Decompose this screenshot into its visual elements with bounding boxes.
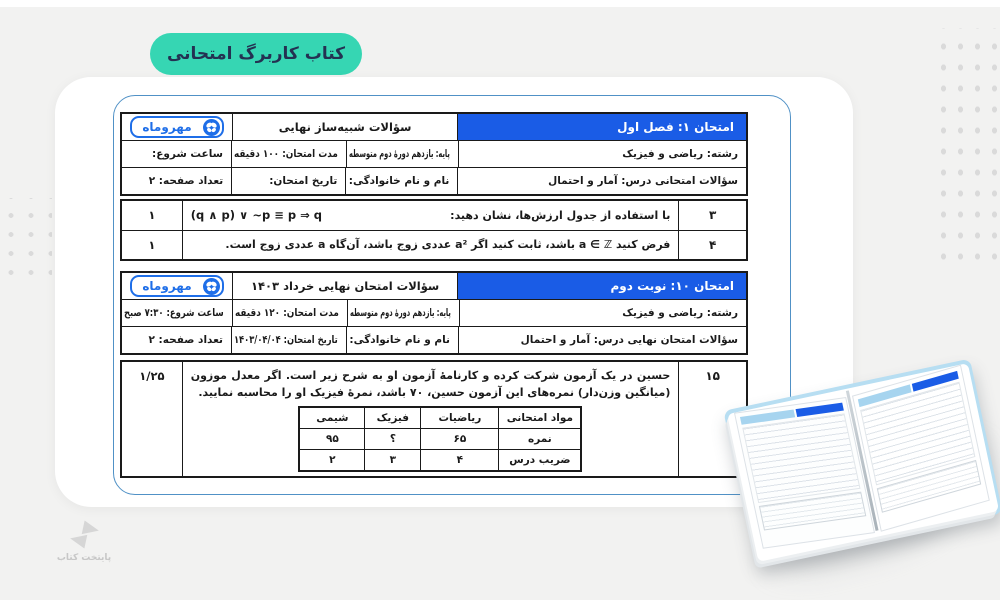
exam1-duration-cell: مدت امتحان: ۱۰۰ دقیقه xyxy=(231,141,346,167)
exam1-title-row xyxy=(122,114,746,141)
exam2-start-time-cell: ساعت شروع: ۷:۳۰ صبح xyxy=(124,307,224,319)
publisher-logo-icon xyxy=(69,522,99,548)
banner-pill xyxy=(150,33,362,75)
brand-logo-box xyxy=(130,275,224,297)
exam1-start-time-cell: ساعت شروع: xyxy=(152,148,223,160)
question-row xyxy=(122,362,746,476)
exam1-header-table xyxy=(120,112,748,196)
exam2-course-cell: سؤالات امتحان نهایی درس: آمار و احتمال xyxy=(458,327,746,353)
butterfly-icon xyxy=(203,278,220,295)
question-score: ۱ xyxy=(148,208,156,223)
scores-header-cell: فیزیک xyxy=(364,408,420,428)
brand-logo-cell xyxy=(122,114,232,140)
publisher-name: پایتخت کتاب xyxy=(56,553,112,563)
exam1-questions-table xyxy=(120,199,748,261)
exam1-grade-cell: پایه: یازدهم دورۀ دوم متوسطه xyxy=(346,141,458,167)
coef-cell: ۳ xyxy=(364,450,420,470)
question-score: ۱ xyxy=(148,237,156,252)
score-cell: ۹۵ xyxy=(325,433,339,446)
question-score: ۱/۲۵ xyxy=(139,369,165,383)
publisher-watermark xyxy=(46,522,122,563)
exam2-title-row xyxy=(122,273,746,300)
question-text xyxy=(182,362,679,476)
scores-table xyxy=(298,406,582,472)
scores-header-cell: شیمی xyxy=(316,412,349,425)
question-text: فرض کنید a ∈ ℤ باشد، ثابت کنید اگر a² عددی زوج باشد، آن‌گاه a عددی زوج است. xyxy=(182,231,679,260)
score-cell: ؟ xyxy=(364,429,420,449)
exam2-name-cell: نام و نام خانوادگی: xyxy=(346,327,458,353)
exam2-subtitle-cell: سؤالات امتحان نهایی خرداد ۱۴۰۳ xyxy=(232,273,457,299)
exam2-field-cell: رشته: ریاضی و فیزیک xyxy=(459,300,746,326)
question-number: ۴ xyxy=(678,231,746,260)
exam1-course-cell: سؤالات امتحانی درس: آمار و احتمال xyxy=(457,168,746,194)
question-text: با استفاده از جدول ارزش‌ها، نشان دهید: (q ∧ p) ∨ ∼p ≡ p ⇒ q xyxy=(182,201,679,230)
exam1-field-cell: رشته: ریاضی و فیزیک xyxy=(458,141,746,167)
coefficients-row xyxy=(300,450,580,470)
brand-name: مهروماه xyxy=(142,279,192,293)
question-formula: (q ∧ p) ∨ ∼p ≡ p ⇒ q xyxy=(190,208,322,223)
exam2-header-table xyxy=(120,271,748,355)
question-number: ۱۵ xyxy=(678,362,746,476)
exam1-title-cell: امتحان ۱: فصل اول xyxy=(457,114,746,140)
row-label-cell: نمره xyxy=(498,429,580,449)
scores-row xyxy=(300,429,580,450)
exam2-info-row-2 xyxy=(122,327,746,353)
dot-grid-left xyxy=(0,198,52,278)
dot-grid-right xyxy=(929,28,1000,266)
brand-name: مهروماه xyxy=(142,120,192,134)
question-row xyxy=(122,201,746,231)
question-paragraph: حسین در یک آزمون شرکت کرده و کارنامۀ آزمون او به شرح زیر است. اگر معدل موزون (میانگین وزن‌دار) نمره‌های این آزمون حسین، ۷۰ باشد، نمرۀ فیزیک او را محاسبه نمایید. xyxy=(190,369,671,400)
question-number: ۳ xyxy=(678,201,746,230)
exam2-title-cell: امتحان ۱۰: نوبت دوم xyxy=(457,273,746,299)
exam2-duration-cell: مدت امتحان: ۱۲۰ دقیقه xyxy=(232,300,347,326)
exam2-grade-cell: پایه: یازدهم دورۀ دوم متوسطه xyxy=(347,300,459,326)
score-cell: ۶۵ xyxy=(420,429,498,449)
coef-cell: ۴ xyxy=(420,450,498,470)
exam1-date-cell: تاریخ امتحان: xyxy=(231,168,345,194)
scores-header-row xyxy=(300,408,580,429)
brand-logo-box xyxy=(130,116,224,138)
exam2-info-row-1 xyxy=(122,300,746,327)
exam2-questions-table xyxy=(120,360,748,478)
scores-header-cell: ریاضیات xyxy=(420,408,498,428)
exam1-subtitle-cell: سؤالات شبیه‌ساز نهایی xyxy=(232,114,457,140)
exam1-info-row-1 xyxy=(122,141,746,168)
exam1-info-row-2 xyxy=(122,168,746,194)
exam2-pages-cell: تعداد صفحه: ۲ xyxy=(148,334,223,346)
scores-header-cell: مواد امتحانی xyxy=(498,408,580,428)
exam1-name-cell: نام و نام خانوادگی: xyxy=(345,168,457,194)
top-strip xyxy=(0,0,1000,7)
exam2-date-cell: تاریخ امتحان: ۱۴۰۳/۰۴/۰۴ xyxy=(231,327,346,353)
coef-cell: ۲ xyxy=(329,454,336,467)
exam1-pages-cell: تعداد صفحه: ۲ xyxy=(148,175,224,187)
row-label-cell: ضریب درس xyxy=(498,450,580,470)
banner-title: کتاب کاربرگ امتحانی xyxy=(166,44,346,64)
brand-logo-cell xyxy=(122,273,232,299)
butterfly-icon xyxy=(203,119,220,136)
question-row xyxy=(122,231,746,260)
